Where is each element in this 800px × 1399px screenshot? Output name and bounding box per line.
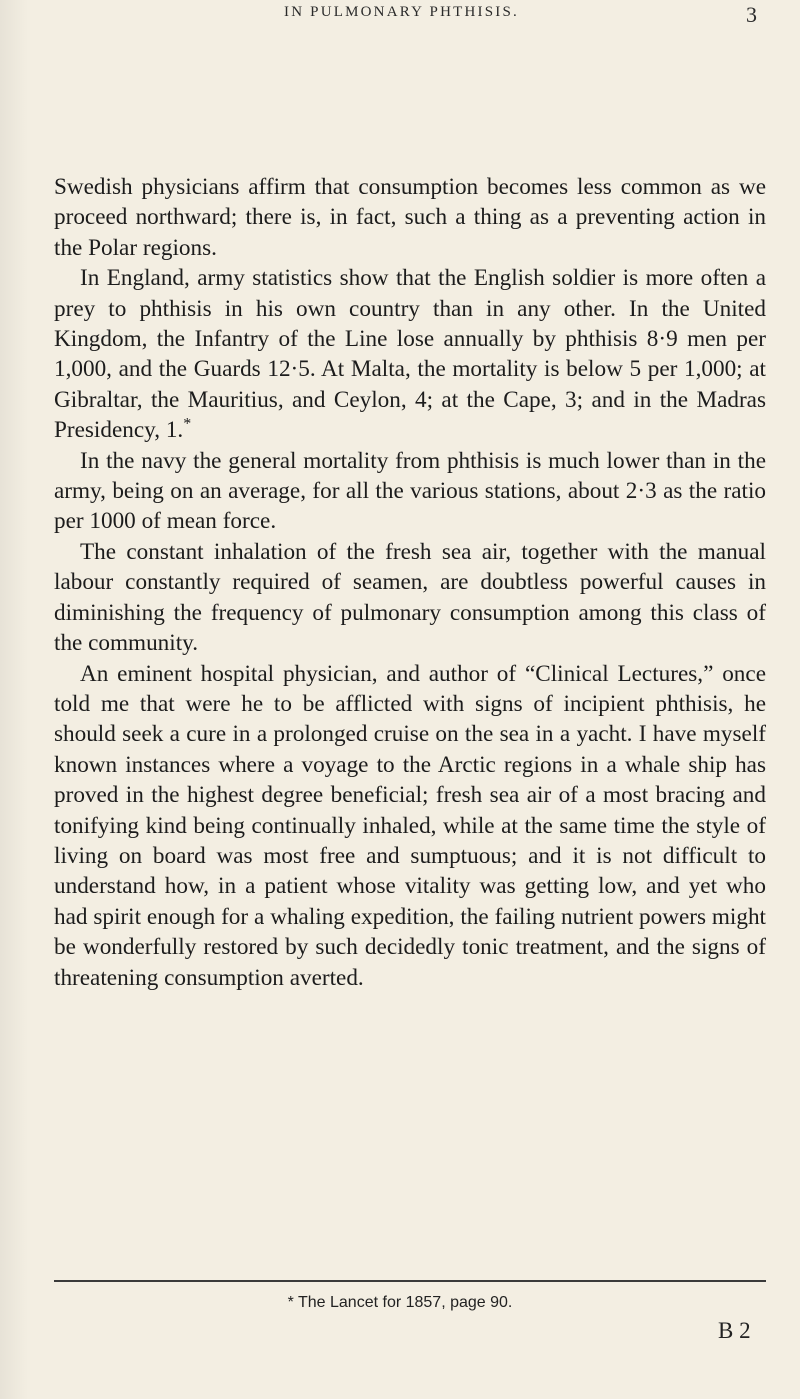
paragraph-army-statistics — [54, 263, 766, 445]
running-head — [0, 2, 800, 28]
paragraph-swedish-physicians: Swedish physicians affirm that consumption becomes less common as we proceed northward; there is, in fact, such a thing as a preventing action in the Polar regions. — [54, 174, 766, 261]
footnote: * The Lancet for 1857, page 90. — [287, 1294, 513, 1311]
page-number: 3 — [746, 2, 757, 27]
paragraph-army-statistics-text: In England, army statistics show that the English soldier is more often a prey to phthisis in his own country than in any other. In the United Kingdom, the Infantry of the Line lose annually by phthisis 8·9 men per 1,000, and the Guards 12·5. At Malta, the mortality is below 5 per 1,000; at Gibraltar, the Mauritius, and Ceylon, 4; at the Cape, 3; and in the Madras Presidency, 1. — [54, 265, 766, 444]
paragraph-eminent-physician: An eminent hospital physician, and author of “Clinical Lectures,” once told me that were he to be afflicted with signs of incipient phthisis, he should seek a cure in a prolonged cruise on the sea in a yacht. I have myself known instances where a voyage to the Arctic regions in a whale ship has proved in the highest degree beneficial; fresh sea air of a most bracing and tonifying kind being continually inhaled, while at the same time the style of living on board was most free and sumptuous; and it is not difficult to understand how, in a patient whose vitality was getting low, and yet who had spirit enough for a whaling expedition, the failing nutrient powers might be wonderfully restored by such decidedly tonic treatment, and the signs of threatening consumption averted. — [54, 660, 766, 991]
signature-mark: B 2 — [718, 1318, 751, 1343]
footnote-rule — [54, 1280, 766, 1282]
footnote-reference-mark: * — [183, 415, 192, 433]
body-text — [54, 172, 766, 993]
paragraph-sea-air: The constant inhalation of the fresh sea air, together with the manual labour constantly required of seamen, are doubtless powerful causes in diminishing the frequency of pulmonary consumption among this class of the community. — [54, 538, 766, 657]
running-head-title: IN PULMONARY PHTHISIS. — [284, 4, 519, 20]
paragraph-navy-mortality: In the navy the general mortality from phthisis is much lower than in the army, being on an average, for all the various stations, about 2·3 as the ratio per 1000 of mean force. — [54, 447, 766, 535]
